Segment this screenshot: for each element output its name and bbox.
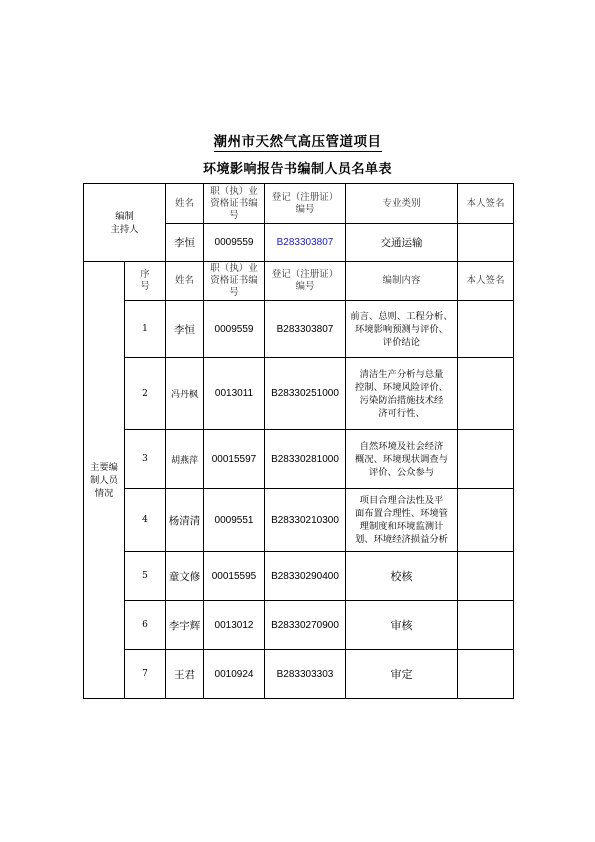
row-content: 清洁生产分析与总量 控制、环境风险评价、 污染防治措施技术经 济可行性、 <box>346 358 458 430</box>
host-header-cert: 职（执）业 资格证书编 号 <box>204 184 265 224</box>
staff-header-no: 序 号 <box>125 262 166 301</box>
staff-label: 主要编 制人员 情况 <box>84 262 125 699</box>
project-name: 潮州市天然气高压管道项目 <box>213 134 382 150</box>
row-cert: 0013012 <box>204 601 265 650</box>
staff-header-content: 编制内容 <box>346 262 458 301</box>
row-name: 冯丹枫 <box>166 358 204 430</box>
row-reg: B283303303 <box>265 650 346 699</box>
row-no: 3 <box>125 430 166 489</box>
row-content: 审核 <box>346 601 458 650</box>
row-signature <box>458 358 514 430</box>
host-name: 李恒 <box>166 224 204 262</box>
host-signature <box>458 224 514 262</box>
host-header-sign: 本人签名 <box>458 184 514 224</box>
row-signature <box>458 552 514 601</box>
row-reg: B283303807 <box>265 301 346 358</box>
row-content: 项目合理合法性及平 面布置合理性、环境管 理制度和环境监测计 划、环境经济损益分析 <box>346 489 458 552</box>
row-signature <box>458 601 514 650</box>
document-title <box>0 130 595 150</box>
table-row <box>84 301 514 358</box>
row-reg: B28330210300 <box>265 489 346 552</box>
row-signature <box>458 430 514 489</box>
row-name: 李宇辉 <box>166 601 204 650</box>
host-header-reg: 登记（注册证） 编号 <box>265 184 346 224</box>
row-no: 1 <box>125 301 166 358</box>
row-cert: 0013011 <box>204 358 265 430</box>
row-content: 校核 <box>346 552 458 601</box>
staff-table <box>83 183 514 699</box>
row-no: 6 <box>125 601 166 650</box>
staff-header-sign: 本人签名 <box>458 262 514 301</box>
host-reg: B283303807 <box>265 224 346 262</box>
row-reg: B28330281000 <box>265 430 346 489</box>
row-signature <box>458 489 514 552</box>
row-reg: B28330251000 <box>265 358 346 430</box>
staff-header-cert: 职（执）业 资格证书编 号 <box>204 262 265 301</box>
row-cert: 0009551 <box>204 489 265 552</box>
row-no: 5 <box>125 552 166 601</box>
table-row <box>84 601 514 650</box>
row-content: 前言、总则、工程分析、 环境影响预测与评价、 评价结论 <box>346 301 458 358</box>
row-name: 李恒 <box>166 301 204 358</box>
row-name: 胡燕萍 <box>166 430 204 489</box>
row-cert: 0009559 <box>204 301 265 358</box>
host-header-name: 姓名 <box>166 184 204 224</box>
row-no: 2 <box>125 358 166 430</box>
table-row <box>84 650 514 699</box>
document-subtitle: 环境影响报告书编制人员名单表 <box>202 162 392 177</box>
host-header-category: 专业类别 <box>346 184 458 224</box>
staff-header-reg: 登记（注册证） 编号 <box>265 262 346 301</box>
row-content: 审定 <box>346 650 458 699</box>
host-label: 编制 主持人 <box>84 184 166 262</box>
row-cert: 00015597 <box>204 430 265 489</box>
row-name: 王君 <box>166 650 204 699</box>
row-signature <box>458 650 514 699</box>
table-row <box>84 489 514 552</box>
row-content: 自然环境及社会经济 概况、环境现状调查与 评价、公众参与 <box>346 430 458 489</box>
host-category: 交通运输 <box>346 224 458 262</box>
row-no: 7 <box>125 650 166 699</box>
table-row <box>84 430 514 489</box>
row-name: 童文修 <box>166 552 204 601</box>
row-cert: 00015595 <box>204 552 265 601</box>
row-reg: B28330270900 <box>265 601 346 650</box>
staff-header-row <box>84 262 514 301</box>
row-reg: B28330290400 <box>265 552 346 601</box>
row-cert: 0010924 <box>204 650 265 699</box>
row-no: 4 <box>125 489 166 552</box>
host-header-row <box>84 184 514 224</box>
staff-header-name: 姓名 <box>166 262 204 301</box>
row-name: 杨清清 <box>166 489 204 552</box>
host-cert: 0009559 <box>204 224 265 262</box>
table-row <box>84 552 514 601</box>
row-signature <box>458 301 514 358</box>
table-row <box>84 358 514 430</box>
